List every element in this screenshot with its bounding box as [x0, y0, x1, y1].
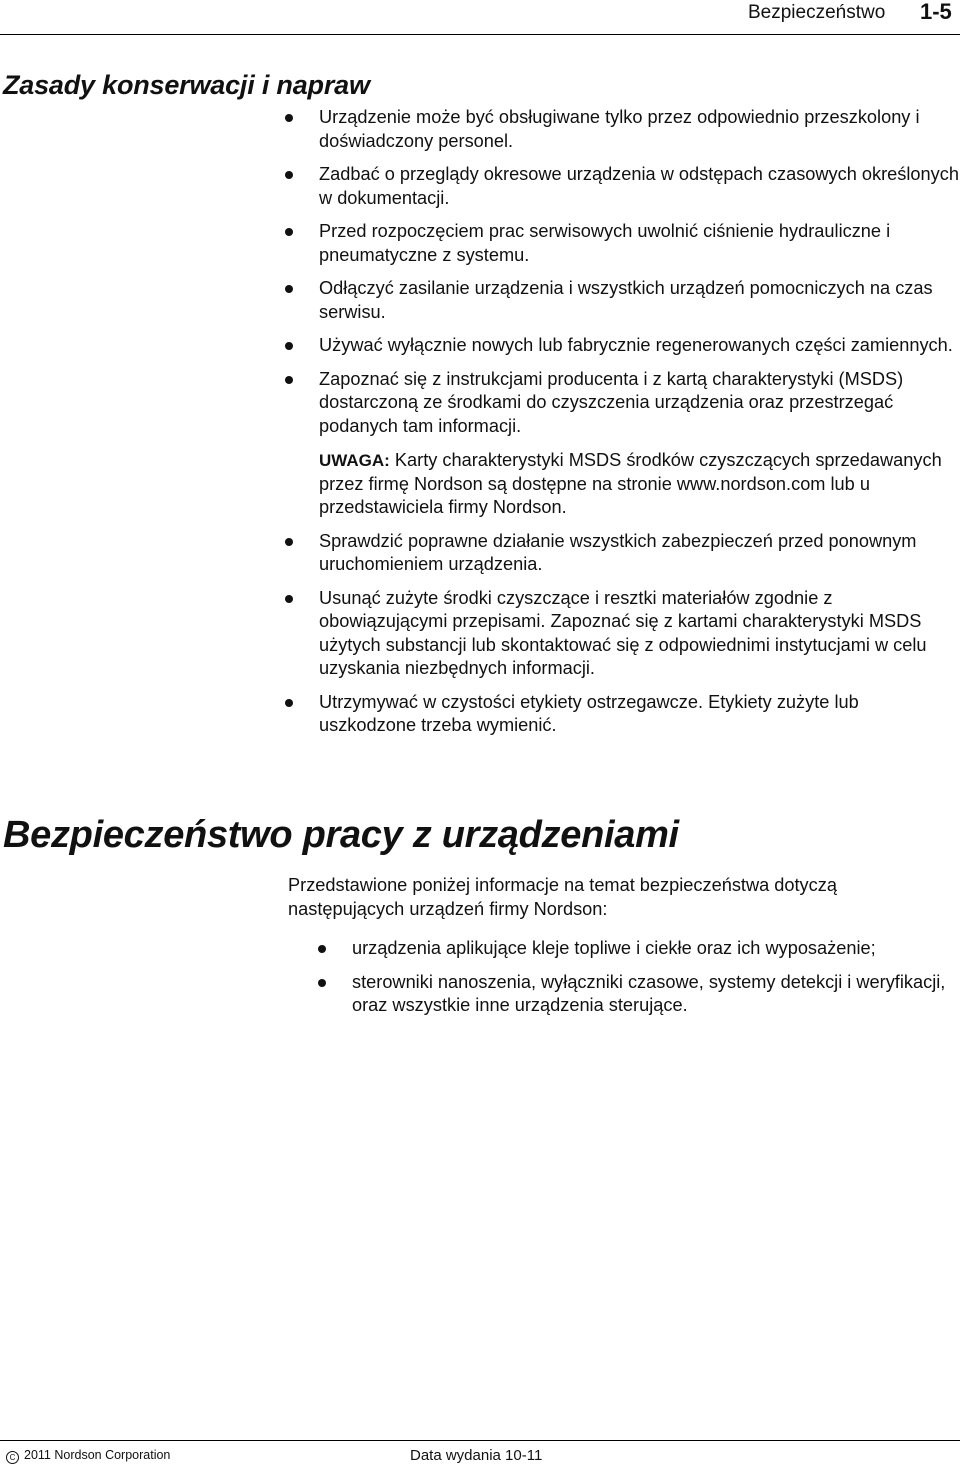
equipment-list [317, 937, 957, 1028]
header-section-title: Bezpieczeństwo [748, 2, 886, 23]
section-title-equipment-safety: Bezpieczeństwo pracy z urządzeniami [3, 814, 679, 856]
bullet-icon [285, 228, 293, 236]
list-item [284, 691, 960, 738]
list-item-text: Przed rozpoczęciem prac serwisowych uwolnić ciśnienie hydrauliczne i pneumatyczne z systemu. [319, 221, 891, 265]
list-item-text: urządzenia aplikujące kleje topliwe i ciekłe oraz ich wyposażenie; [352, 938, 876, 958]
list-item [284, 368, 960, 520]
note-text: Karty charakterystyki MSDS środków czyszczących sprzedawanych przez firmę Nordson są dostępne na stronie www.nordson.com lub u przedstawiciela firmy Nordson. [319, 450, 942, 517]
list-item-text: Zapoznać się z instrukcjami producenta i z kartą charakterystyki (MSDS) dostarczoną ze środkami do czyszczenia urządzenia oraz przestrzegać podanych tam informacji. [319, 368, 904, 436]
list-item-text: Zadbać o przeglądy okresowe urządzenia w odstępach czasowych określonych w dokumentacji. [319, 164, 959, 208]
bullet-icon [285, 342, 293, 350]
header-page-number: 1-5 [920, 0, 952, 24]
list-item [317, 971, 957, 1018]
list-item [284, 220, 960, 267]
bullet-icon [285, 595, 293, 603]
maintenance-rules-list [284, 106, 960, 748]
list-item [317, 937, 957, 961]
intro-paragraph: Przedstawione poniżej informacje na temat bezpieczeństwa dotyczą następujących urządzeń firmy Nordson: [288, 875, 837, 919]
bullet-icon [285, 699, 293, 707]
bullet-icon [285, 376, 293, 384]
note-label: UWAGA: [319, 451, 390, 470]
list-item [284, 530, 960, 577]
footer-copyright [6, 1448, 170, 1464]
note [319, 449, 960, 520]
list-item-text: Używać wyłącznie nowych lub fabrycznie regenerowanych części zamiennych. [319, 335, 953, 355]
list-item-text: Utrzymywać w czystości etykiety ostrzegawcze. Etykiety zużyte lub uszkodzone trzeba wymienić. [319, 691, 859, 735]
list-item [284, 334, 960, 358]
bullet-icon [285, 171, 293, 179]
list-item [284, 163, 960, 210]
copyright-icon: C [6, 1451, 19, 1464]
bullet-icon [285, 285, 293, 293]
list-item [284, 277, 960, 324]
bullet-icon [318, 945, 326, 953]
bullet-icon [285, 538, 293, 546]
list-item-text: Usunąć zużyte środki czyszczące i resztki materiałów zgodnie z obowiązującymi przepisami. Zapoznać się z kartami charakterystyki MSDS użytych substancji lub skontaktować się z odpowiednimi instytucjami w celu uzyskania niezbędnych informacji. [319, 587, 927, 678]
page-header [0, 0, 960, 35]
section-title-maintenance: Zasady konserwacji i napraw [3, 70, 370, 100]
list-item-text: Sprawdzić poprawne działanie wszystkich zabezpieczeń przed ponownym uruchomieniem urządzenia. [319, 530, 917, 574]
list-item [284, 106, 960, 153]
page-footer [0, 1440, 960, 1466]
footer-copyright-text: 2011 Nordson Corporation [24, 1448, 171, 1462]
bullet-icon [285, 114, 293, 122]
list-item [284, 587, 960, 681]
footer-issue-date: Data wydania 10-11 [410, 1447, 543, 1464]
list-item-text: Odłączyć zasilanie urządzenia i wszystkich urządzeń pomocniczych na czas serwisu. [319, 278, 933, 322]
bullet-icon [318, 979, 326, 987]
list-item-text: Urządzenie może być obsługiwane tylko przez odpowiednio przeszkolony i doświadczony personel. [319, 107, 920, 151]
list-item-text: sterowniki nanoszenia, wyłączniki czasowe, systemy detekcji i weryfikacji, oraz wszystkie inne urządzenia sterujące. [352, 971, 946, 1015]
